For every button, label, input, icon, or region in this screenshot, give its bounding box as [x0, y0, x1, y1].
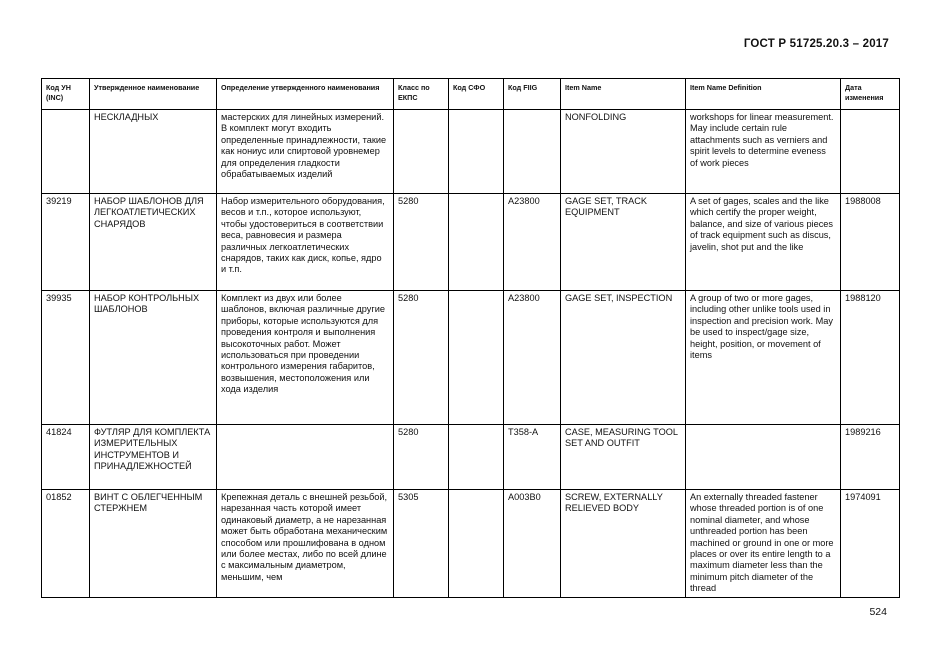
cell-inc: 39219 [42, 194, 90, 291]
cell-item-name: CASE, MEASURING TOOL SET AND OUTFIT [561, 425, 686, 490]
cell-item-definition: An externally threaded fastener whose threaded portion is of one nominal diameter, and whose unthreaded portion has been machined or ground in one or more places or over its entire length to a maximum diameter less than the minimum pitch diameter of the thread [686, 490, 841, 598]
cell-inc [42, 110, 90, 194]
col-header-inc: Код УН (INC) [42, 79, 90, 110]
cell-definition-ru: мастерских для линейных измерений. В комплект могут входить определенные принадлежности, такие как нониус или спиртовой уровнемер для определения гладкости обрабатываемых изделий [217, 110, 394, 194]
document-title: ГОСТ Р 51725.20.3 – 2017 [743, 38, 889, 50]
table-row [42, 194, 900, 291]
cell-inc: 01852 [42, 490, 90, 598]
table-row [42, 425, 900, 490]
cell-definition-ru: Крепежная деталь с внешней резьбой, нарезанная часть которой имеет одинаковый диаметр, а не нарезанная может быть обработана механическим способом или прошлифована в одном или более местах, либо по всей длине с максимальным диаметром, меньшим, чем [217, 490, 394, 598]
cell-fiig [504, 110, 561, 194]
cell-date: 1988120 [841, 291, 900, 425]
cell-date: 1989216 [841, 425, 900, 490]
cell-item-definition: workshops for linear measurement. May include certain rule attachments such as verniers and spirit levels to determine eveness of work pieces [686, 110, 841, 194]
cell-item-definition [686, 425, 841, 490]
col-header-class: Класс по ЕКПС [394, 79, 449, 110]
cell-date [841, 110, 900, 194]
cell-fiig: A23800 [504, 291, 561, 425]
cell-date: 1988008 [841, 194, 900, 291]
cell-name-ru: ВИНТ С ОБЛЕГЧЕННЫМ СТЕРЖНЕМ [90, 490, 217, 598]
col-header-date: Дата изменения [841, 79, 900, 110]
cell-sfo [449, 490, 504, 598]
cell-sfo [449, 425, 504, 490]
cell-item-name: SCREW, EXTERNALLY RELIEVED BODY [561, 490, 686, 598]
page-number: 524 [869, 606, 887, 618]
table-row [42, 291, 900, 425]
cell-name-ru: НАБОР ШАБЛОНОВ ДЛЯ ЛЕГКОАТЛЕТИЧЕСКИХ СНАРЯДОВ [90, 194, 217, 291]
cell-item-definition: A set of gages, scales and the like which certify the proper weight, balance, and size of various pieces of track equipment such as discus, javelin, shot put and the like [686, 194, 841, 291]
cell-class: 5280 [394, 425, 449, 490]
cell-sfo [449, 291, 504, 425]
cell-class: 5305 [394, 490, 449, 598]
cell-definition-ru [217, 425, 394, 490]
cell-item-name: GAGE SET, INSPECTION [561, 291, 686, 425]
cell-name-ru: НЕСКЛАДНЫХ [90, 110, 217, 194]
col-header-sfo: Код СФО [449, 79, 504, 110]
cell-date: 1974091 [841, 490, 900, 598]
table-header-row [42, 79, 900, 110]
cell-fiig: T358-A [504, 425, 561, 490]
cell-class [394, 110, 449, 194]
cell-fiig: A003B0 [504, 490, 561, 598]
cell-item-name: GAGE SET, TRACK EQUIPMENT [561, 194, 686, 291]
col-header-item-definition: Item Name Definition [686, 79, 841, 110]
cell-inc: 41824 [42, 425, 90, 490]
cell-name-ru: НАБОР КОНТРОЛЬНЫХ ШАБЛОНОВ [90, 291, 217, 425]
col-header-definition-ru: Определение утвержденного наименования [217, 79, 394, 110]
cell-name-ru: ФУТЛЯР ДЛЯ КОМПЛЕКТА ИЗМЕРИТЕЛЬНЫХ ИНСТРУМЕНТОВ И ПРИНАДЛЕЖНОСТЕЙ [90, 425, 217, 490]
catalog-table [41, 78, 900, 598]
table-row [42, 110, 900, 194]
cell-definition-ru: Комплект из двух или более шаблонов, включая различные другие приборы, которые используются для проведения контроля и выполнения высокоточных работ. Может использоваться при проведении контрольного измерения габаритов, возвышения, местоположения или хода изделия [217, 291, 394, 425]
col-header-item-name: Item Name [561, 79, 686, 110]
cell-sfo [449, 194, 504, 291]
cell-inc: 39935 [42, 291, 90, 425]
table-row [42, 490, 900, 598]
cell-fiig: A23800 [504, 194, 561, 291]
cell-definition-ru: Набор измерительного оборудования, весов и т.п., которое используют, чтобы удостовериться в соответствии веса, равновесия и размера различных легкоатлетических снарядов, таких как диск, копье, ядро и т.п. [217, 194, 394, 291]
cell-sfo [449, 110, 504, 194]
cell-class: 5280 [394, 291, 449, 425]
cell-class: 5280 [394, 194, 449, 291]
col-header-fiig: Код FIIG [504, 79, 561, 110]
cell-item-name: NONFOLDING [561, 110, 686, 194]
cell-item-definition: A group of two or more gages, including other unlike tools used in inspection and precision work. May be used to inspect/gage size, height, position, or movement of items [686, 291, 841, 425]
col-header-name-ru: Утвержденное наименование [90, 79, 217, 110]
